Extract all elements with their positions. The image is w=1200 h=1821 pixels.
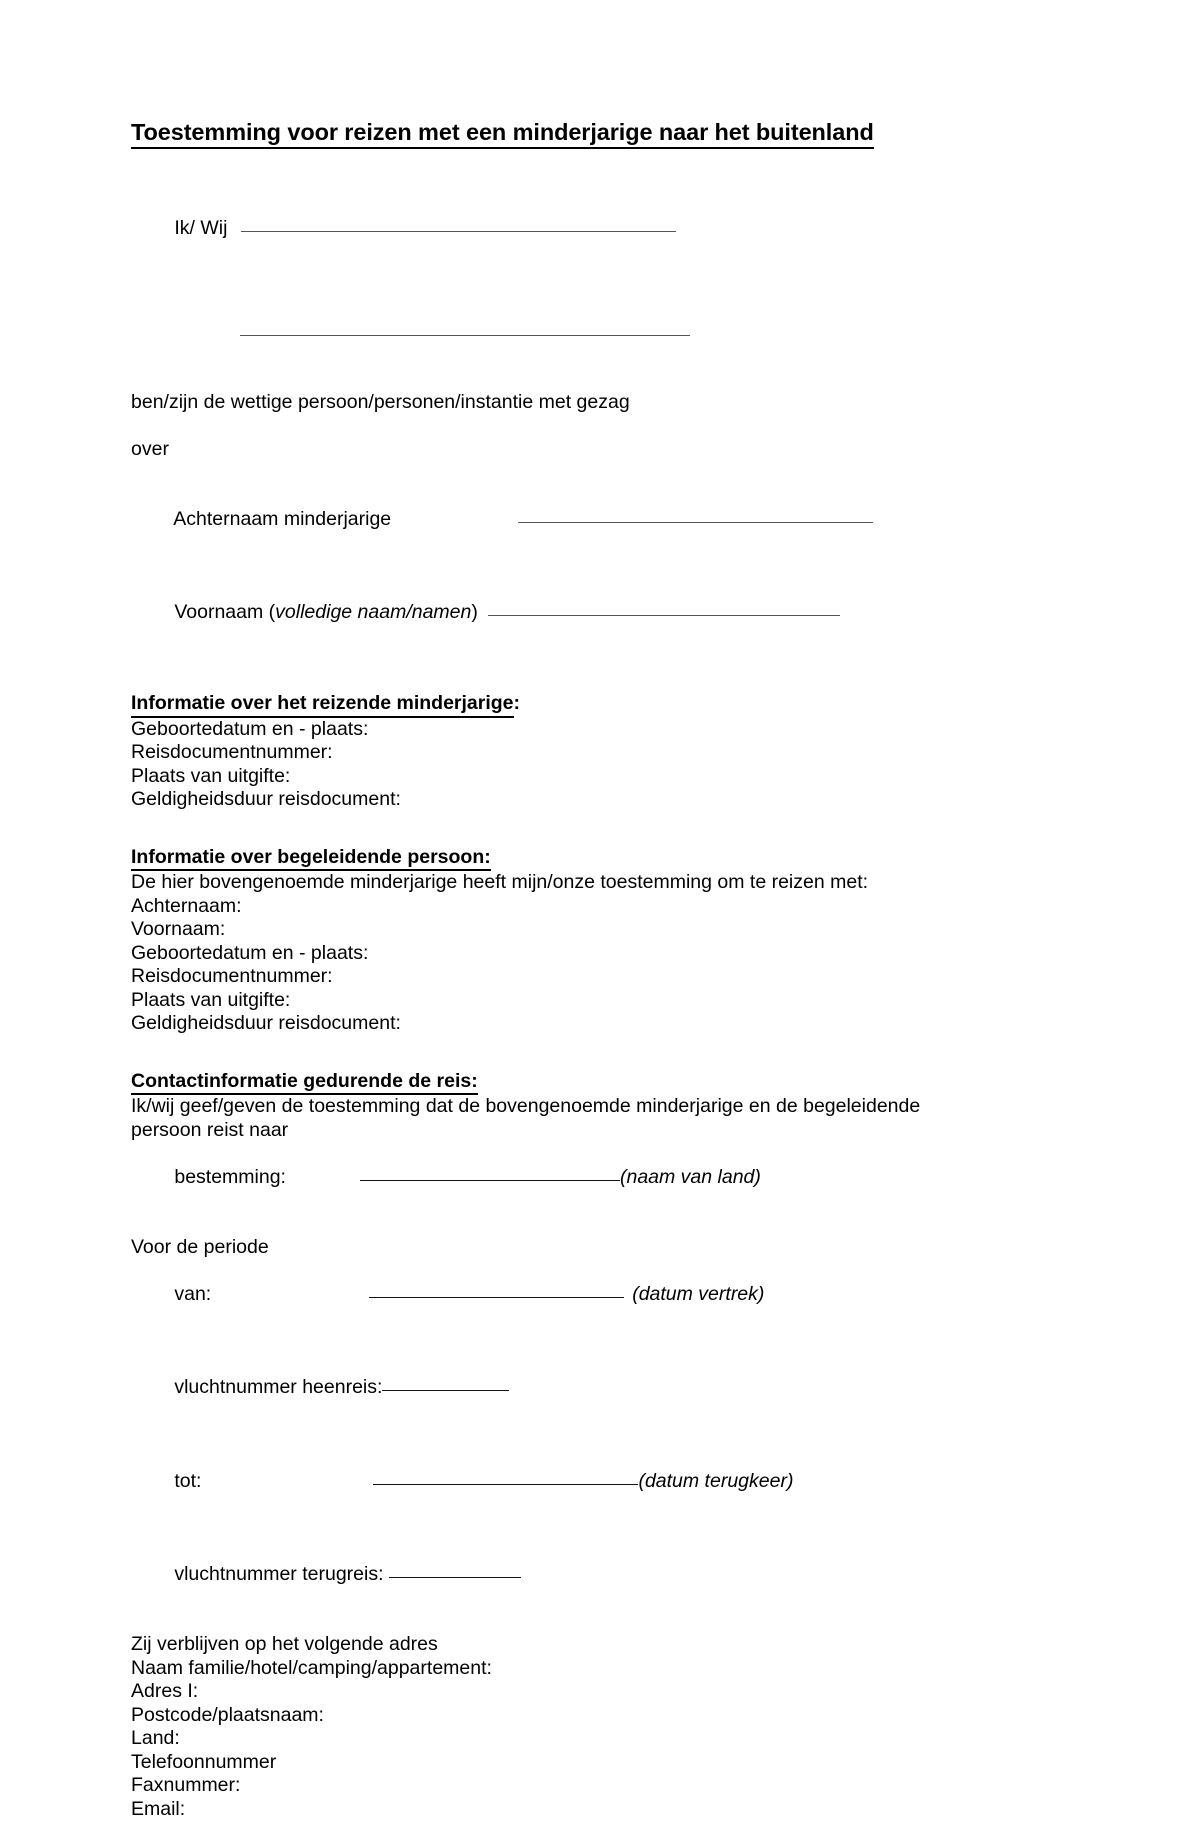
minor-firstname-blank[interactable]: [488, 615, 840, 616]
companion-field-validity: Geldigheidsduur reisdocument:: [131, 1012, 401, 1035]
minor-firstname-label-post: ): [471, 601, 478, 624]
address-field-name: Naam familie/hotel/camping/appartement:: [131, 1656, 492, 1679]
page-title: Toestemming voor reizen met een minderjarige naar het buitenland: [131, 118, 874, 149]
minor-firstname-label-italic: volledige naam/namen: [275, 601, 472, 624]
companion-intro: De hier bovengenoemde minderjarige heeft mijn/onze toestemming om te reizen met:: [131, 871, 869, 894]
ik-wij-blank-2[interactable]: [240, 335, 690, 336]
spacer: [131, 264, 1071, 298]
return-flight-row: [131, 1540, 1071, 1611]
minor-field-issueplace: Plaats van uitgifte:: [131, 764, 291, 787]
companion-field-docnumber: Reisdocumentnummer:: [131, 965, 333, 988]
spacer: [131, 368, 1071, 391]
period-to-blank[interactable]: [373, 1484, 638, 1485]
period-from-blank[interactable]: [369, 1297, 624, 1298]
outbound-flight-label: vluchtnummer heenreis:: [174, 1376, 383, 1399]
section-contact-heading-row: [131, 1070, 1071, 1096]
spacer: [131, 1330, 1071, 1353]
address-field-phone: Telefoonnummer: [131, 1750, 277, 1773]
destination-blank[interactable]: [360, 1180, 620, 1181]
minor-field-docnumber: Reisdocumentnummer:: [131, 741, 333, 764]
section-minor-heading-colon: :: [513, 692, 521, 715]
minor-firstname-label-pre: Voornaam (: [174, 601, 276, 624]
address-field-postcode: Postcode/plaatsnaam:: [131, 1703, 324, 1726]
ik-wij-row: [131, 193, 1071, 264]
section-contact-heading-text: Contactinformatie gedurende de reis:: [131, 1070, 478, 1096]
ik-wij-label: Ik/ Wij: [174, 216, 228, 239]
stay-address-intro: Zij verblijven op het volgende adres: [131, 1633, 438, 1656]
return-flight-blank[interactable]: [389, 1577, 521, 1578]
spacer: [131, 1213, 1071, 1236]
section-minor-heading: [131, 692, 520, 718]
ik-wij-blank-1[interactable]: [241, 231, 676, 232]
page-title-wrap: [131, 118, 1071, 149]
address-field-email: Email:: [131, 1797, 186, 1820]
minor-lastname-label: Achternaam minderjarige: [173, 507, 392, 530]
minor-lastname-blank[interactable]: [518, 522, 873, 523]
companion-field-birth: Geboortedatum en - plaats:: [131, 941, 369, 964]
address-field-country: Land:: [131, 1727, 180, 1750]
period-from-label: van:: [174, 1282, 212, 1305]
minor-field-validity: Geldigheidsduur reisdocument:: [131, 788, 401, 811]
period-to-row: [131, 1446, 1071, 1517]
period-from-hint: (datum vertrek): [632, 1282, 765, 1305]
section-minor-heading-text: Informatie over het reizende minderjarige: [131, 692, 514, 718]
section-minor-heading-row: [131, 692, 1071, 718]
minor-lastname-row: [131, 484, 1071, 555]
spacer: [131, 1610, 1071, 1633]
destination-label: bestemming:: [174, 1165, 286, 1188]
section-companion-heading-row: [131, 846, 1071, 872]
period-to-hint: (datum terugkeer): [638, 1469, 794, 1492]
address-field-fax: Faxnummer:: [131, 1774, 241, 1797]
period-from-row: [131, 1259, 1071, 1330]
section-companion-heading: [131, 846, 491, 872]
section-companion-heading-text: Informatie over begeleidende persoon:: [131, 846, 491, 872]
destination-row: [131, 1142, 1071, 1213]
outbound-flight-blank[interactable]: [382, 1390, 509, 1391]
authority-statement: ben/zijn de wettige persoon/personen/instantie met gezag: [131, 391, 630, 414]
over-label: over: [131, 437, 169, 460]
spacer: [131, 1517, 1071, 1540]
contact-consent-line-1: Ik/wij geef/geven de toestemming dat de bovengenoemde minderjarige en de begeleidende: [131, 1095, 921, 1118]
spacer: [131, 555, 1071, 578]
spacer: [131, 415, 1071, 438]
contact-consent-line-2: persoon reist naar: [131, 1118, 289, 1141]
spacer: [131, 1036, 1071, 1070]
companion-field-firstname: Voornaam:: [131, 918, 226, 941]
spacer: [131, 461, 1071, 484]
ik-wij-row-2: [131, 298, 1071, 369]
return-flight-label: vluchtnummer terugreis:: [174, 1563, 389, 1586]
spacer: [131, 1423, 1071, 1446]
destination-hint: (naam van land): [619, 1165, 761, 1188]
minor-field-birth: Geboortedatum en - plaats:: [131, 717, 369, 740]
companion-field-lastname: Achternaam:: [131, 894, 242, 917]
minor-firstname-row: [131, 578, 1071, 649]
outbound-flight-row: [131, 1353, 1071, 1424]
section-contact-heading: [131, 1070, 478, 1096]
address-field-address: Adres I:: [131, 1680, 199, 1703]
spacer: [131, 149, 1071, 193]
spacer: [131, 812, 1071, 846]
document-content: [131, 118, 1071, 1821]
period-label: Voor de periode: [131, 1235, 269, 1258]
companion-field-issueplace: Plaats van uitgifte:: [131, 988, 291, 1011]
spacer: [131, 648, 1071, 692]
period-to-label: tot:: [174, 1469, 202, 1492]
